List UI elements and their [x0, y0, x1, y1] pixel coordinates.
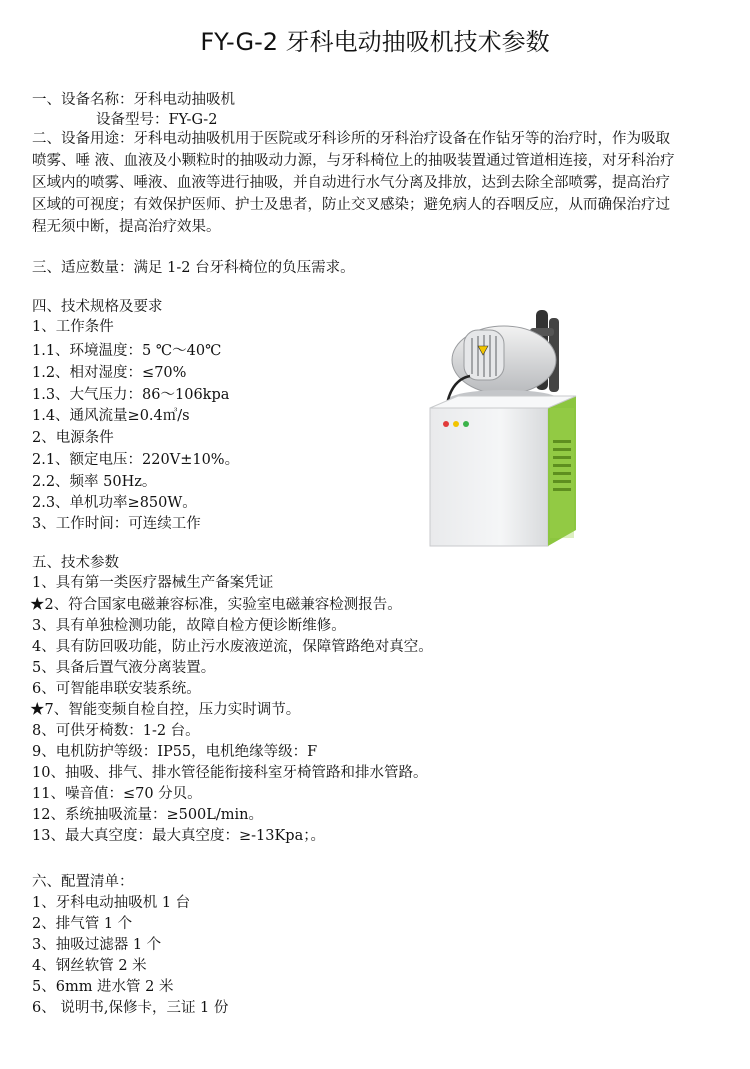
tech-param-item: 5、具备后置气液分离装置。	[32, 660, 216, 676]
device-model: 设备型号：FY-G-2	[96, 112, 218, 128]
device-usage: 二、设备用途：牙科电动抽吸机用于医院或牙科诊所的牙科治疗设备在作钻牙等的治疗时，作为吸取喷雾、唾 液、血液及小颗粒时的抽吸动力源，与牙科椅位上的抽吸装置通过管道相连接，对牙科治疗区域内的喷雾、唾液、血液等进行抽吸，并自动进行水气分离及排放，达到去除全部喷雾，提高治疗区域的可视度；有效保护医师、护士及患者，防止交叉感染；避免病人的吞咽反应，从而确保治疗过程无须中断，提高治疗效果。	[32, 131, 675, 235]
suction-machine-image	[426, 300, 598, 548]
config-heading: 六、配置清单：	[32, 874, 134, 890]
tech-param-item: 12、系统抽吸流量：≥500L/min。	[32, 807, 264, 823]
ventilation-flow: 1.4、通风流量≥0.4㎥/s	[32, 408, 190, 424]
tech-param-item: 9、电机防护等级：IP55，电机绝缘等级：F	[32, 744, 318, 760]
working-time: 3、工作时间：可连续工作	[32, 516, 201, 532]
tech-param-item: 6、可智能串联安装系统。	[32, 681, 201, 697]
frequency: 2.2、频率 50Hz。	[32, 474, 157, 490]
tech-param-item: ★2、符合国家电磁兼容标准，实验室电磁兼容检测报告。	[30, 597, 402, 613]
applicable-quantity: 三、适应数量：满足 1-2 台牙科椅位的负压需求。	[32, 260, 355, 276]
device-name: 一、设备名称：牙科电动抽吸机	[32, 92, 235, 108]
tech-param-item: 8、可供牙椅数：1-2 台。	[32, 723, 200, 739]
document-title: FY-G-2 牙科电动抽吸机技术参数	[200, 28, 550, 56]
unit-power: 2.3、单机功率≥850W。	[32, 495, 197, 511]
tech-param-item: 1、具有第一类医疗器械生产备案凭证	[32, 575, 274, 591]
power-conditions: 2、电源条件	[32, 430, 114, 446]
tech-param-item: 4、具有防回吸功能，防止污水废液逆流，保障管路绝对真空。	[32, 639, 433, 655]
config-item: 6、 说明书,保修卡，三证 1 份	[32, 1000, 229, 1016]
config-item: 1、牙科电动抽吸机 1 台	[32, 895, 191, 911]
spec-heading: 四、技术规格及要求	[32, 299, 163, 315]
tech-param-item: 11、噪音值：≤70 分贝。	[32, 786, 202, 802]
tech-param-item: 13、最大真空度：最大真空度：≥-13Kpa；。	[32, 828, 325, 844]
config-item: 3、抽吸过滤器 1 个	[32, 937, 162, 953]
ambient-temperature: 1.1、环境温度：5 ℃～40℃	[32, 343, 222, 359]
tech-param-item: ★7、智能变频自检自控，压力实时调节。	[30, 702, 301, 718]
working-conditions: 1、工作条件	[32, 319, 114, 335]
tech-param-item: 10、抽吸、排气、排水管径能衔接科室牙椅管路和排水管路。	[32, 765, 428, 781]
config-item: 4、钢丝软管 2 米	[32, 958, 147, 974]
tech-params-heading: 五、技术参数	[32, 555, 119, 571]
config-item: 5、6mm 进水管 2 米	[32, 979, 174, 995]
tech-param-item: 3、具有单独检测功能，故障自检方便诊断维修。	[32, 618, 346, 634]
config-item: 2、排气管 1 个	[32, 916, 133, 932]
rated-voltage: 2.1、额定电压：220V±10%。	[32, 452, 240, 468]
atmospheric-pressure: 1.3、大气压力：86～106kpa	[32, 387, 230, 403]
relative-humidity: 1.2、相对湿度：≤70%	[32, 365, 187, 381]
